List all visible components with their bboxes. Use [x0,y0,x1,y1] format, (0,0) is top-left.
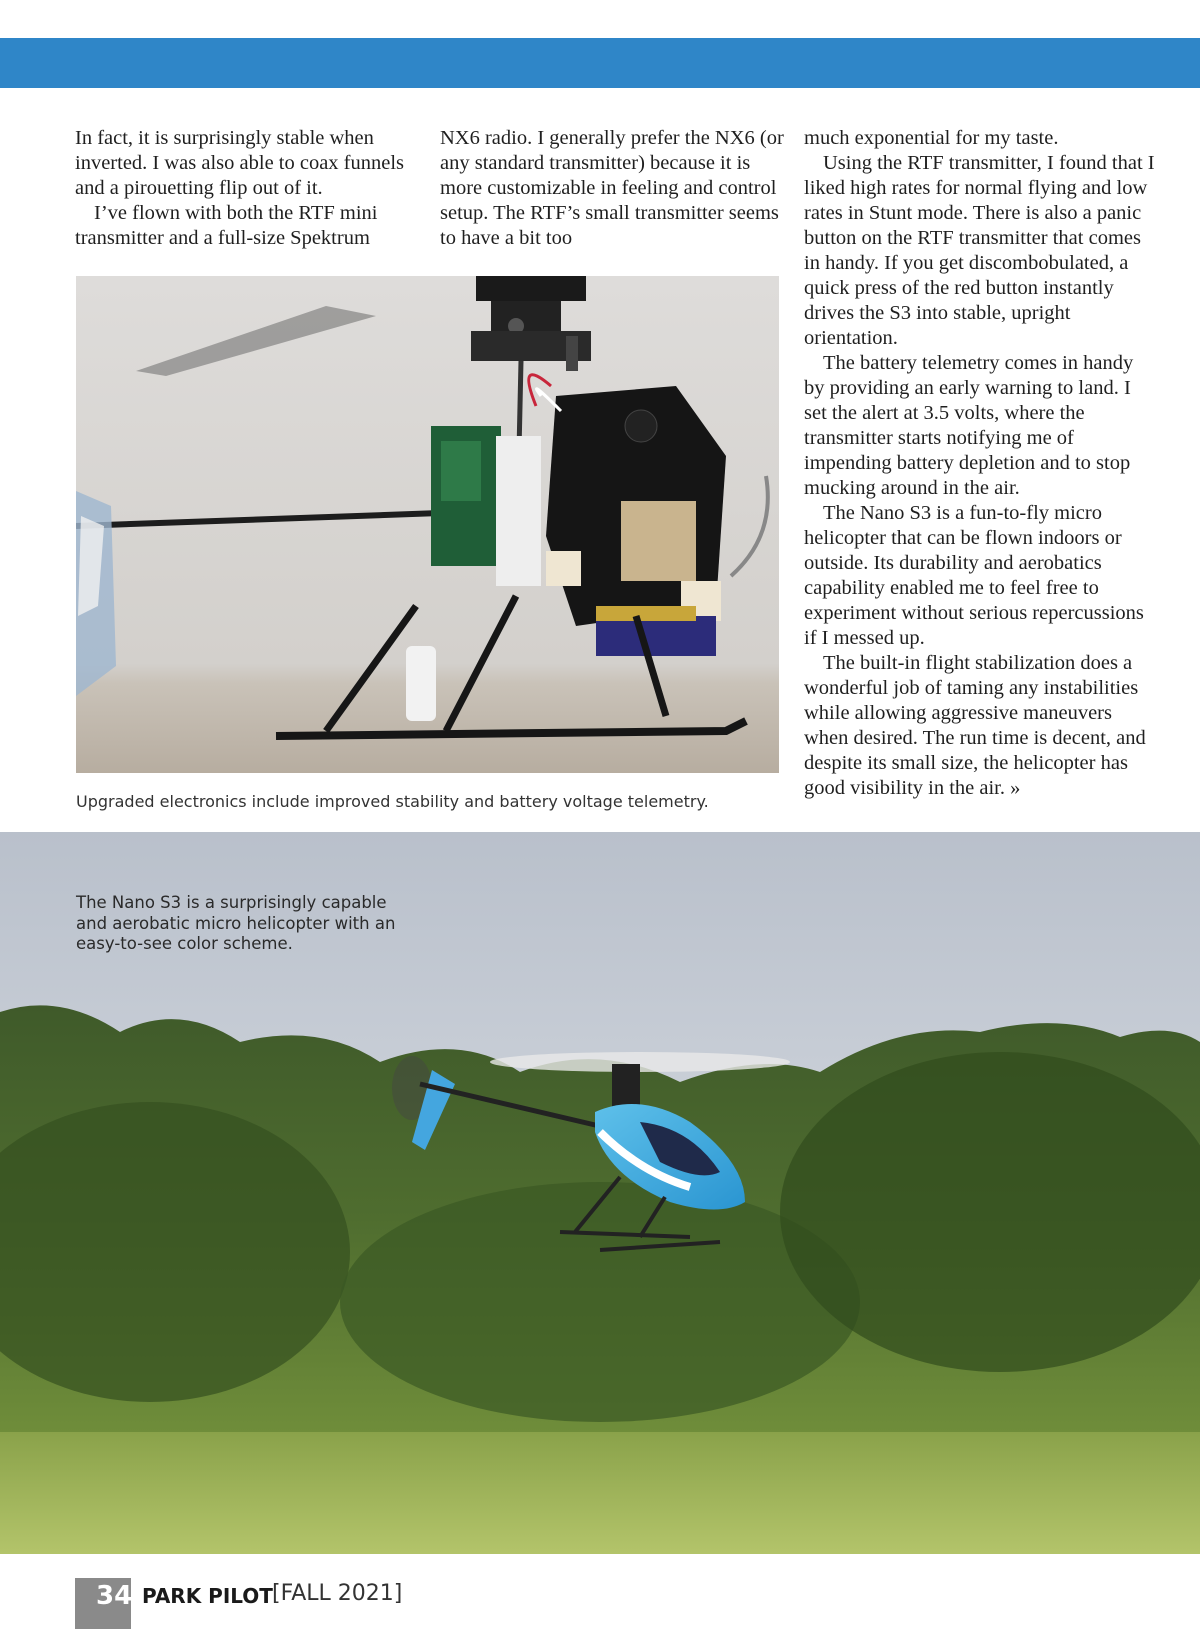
electronics-closeup-photo [76,276,779,773]
issue-label: [FALL 2021] [272,1581,403,1606]
paragraph: much exponential for my taste. [804,127,1059,149]
photo-caption-in-flight: The Nano S3 is a surprisingly capable and aerobatic micro helicopter with an easy-to-see color scheme. [76,893,396,953]
paragraph: NX6 radio. I generally prefer the NX6 (or any standard transmitter) because it is more customizable in feeling and control setup. The RTF’s small transmitter seems to have a bit too [440,127,784,249]
text-column-3 [804,126,1156,801]
page-number: 34 [96,1581,133,1611]
magazine-name: PARK PILOT [142,1584,273,1608]
paragraph: Using the RTF transmitter, I found that I liked high rates for normal flying and low rates in Stunt mode. There is also a panic button on the RTF transmitter that comes in handy. If you get discombobulated, a quick press of the red button instantly drives the S3 into stable, upright orientation. [804,152,1155,349]
paragraph: The battery telemetry comes in handy by providing an early warning to land. I set the alert at 3.5 volts, where the transmitter starts notifying me of impending battery depletion and to stop mucking around in the air. [804,352,1134,499]
paragraph: The Nano S3 is a fun-to-fly micro helicopter that can be flown indoors or outside. Its durability and aerobatics capability enabled me to feel free to experiment without serious repercussions if I messed up. [804,502,1144,649]
header-color-bar [0,38,1200,88]
page-footer [0,1578,1200,1629]
text-column-2 [440,126,785,251]
paragraph: The built-in flight stabilization does a wonderful job of taming any instabilities while allowing aggressive maneuvers when desired. The run time is decent, and despite its small size, the helicopter has good visibility in the air. » [804,652,1146,799]
photo-caption-electronics: Upgraded electronics include improved stability and battery voltage telemetry. [76,792,709,811]
paragraph: In fact, it is surprisingly stable when inverted. I was also able to coax funnels and a pirouetting flip out of it. [75,127,405,199]
paragraph: I’ve flown with both the RTF mini transmitter and a full-size Spektrum [75,202,378,249]
text-column-1 [75,126,420,251]
